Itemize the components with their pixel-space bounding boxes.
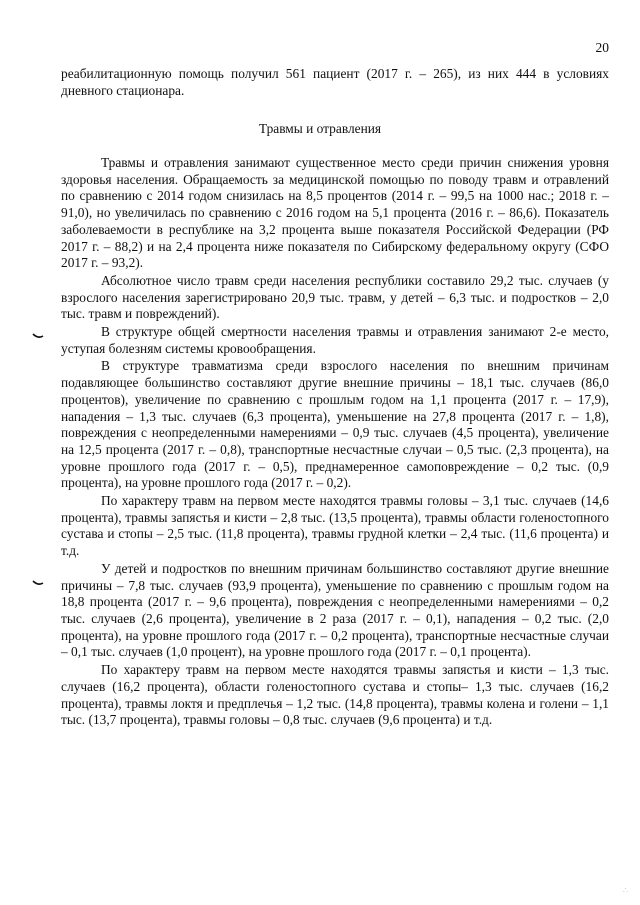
- paragraph-4: В структуре травматизма среди взрослого населения по внешним причинам подавляющее большинство составляют другие внешние причины – 18,1 тыс. случаев (86,0 процентов), увеличение по сравнению с прошлым годом на 1,1 процента (2017 г. – 17,9), нападения – 1,3 тыс. случаев (6,3 процента), уменьшение на 27,8 процента (2017 г. – 1,8), повреждения с неопределенными намерениями – 0,9 тыс. случаев (4,5 процента), увеличение на 12,5 процента (2017 г. – 0,8), транспортные несчастные случаи – 0,5 тыс. (2,3 процента), на уровне прошлого года (2017 г. – 0,5), преднамеренное самоповреждение – 0,2 тыс. (0,9 процента), на уровне прошлого года (2017 г. – 0,2).: [61, 358, 609, 491]
- paragraph-2: Абсолютное число травм среди населения республики составило 29,2 тыс. случаев (у взрослого населения зарегистрировано 20,9 тыс. травм, у детей – 6,3 тыс. и подростков – 2,0 тыс. травм и повреждений).: [61, 272, 609, 322]
- body-text: [61, 155, 609, 729]
- scan-artifact-icon: ∴: [622, 886, 628, 895]
- paragraph-6: У детей и подростков по внешним причинам большинство составляют другие внешние причины – 7,8 тыс. случаев (93,9 процента), уменьшение по сравнению с прошлым годом на 18,8 процента (2017 г. – 9,6 процента), повреждения с неопределенными намерениями – 0,2 тыс. случаев (2,6 процента), увеличение в 2 раза (2017 г. – 0,1), нападения – 0,2 тыс. (2,0 процента), на уровне прошлого года (2017 г. – 0,2 процента), транспортные несчастные случаи – 0,1 тыс. случаев (1,0 процент), на уровне прошлого года (2017 г. – 0,1 процента).: [61, 560, 609, 660]
- intro-paragraph-block: [61, 66, 609, 99]
- margin-tick-mark-icon: [32, 580, 44, 586]
- paragraph-5: По характеру травм на первом месте находятся травмы головы – 3,1 тыс. случаев (14,6 процента), травмы запястья и кисти – 2,8 тыс. (13,5 процента), травмы области голеностопного сустава и стопы – 2,5 тыс. (11,8 процента), травмы грудной клетки – 2,4 тыс. (11,6 процента) и т.д.: [61, 493, 609, 559]
- paragraph-7: По характеру травм на первом месте находятся травмы запястья и кисти – 1,3 тыс. случаев (16,2 процента), области голеностопного сустава и стопы– 1,3 тыс. случаев (16,2 процента), травмы локтя и предплечья – 1,2 тыс. (14,8 процента), травмы колена и голени – 1,1 тыс. (13,7 процента), травмы головы – 0,8 тыс. случаев (9,6 процента) и т.д.: [61, 662, 609, 728]
- paragraph-1: Травмы и отравления занимают существенное место среди причин снижения уровня здоровья населения. Обращаемость за медицинской помощью по поводу травм и отравлений по сравнению с 2014 годом снизилась на 8,5 процентов (2014 г. – 99,5 на 1000 нас.; 2018 г. – 91,0), но увеличилась по сравнению с 2016 годом на 5,1 процента (2016 г. – 86,6). Показатель заболеваемости в республике на 3,2 процента выше показателя Российской Федерации (РФ 2017 г. – 88,2) и на 2,4 процента ниже показателя по Сибирскому федеральному округу (СФО 2017 г. – 93,2).: [61, 155, 609, 271]
- section-title: Травмы и отравления: [258, 121, 382, 136]
- margin-tick-mark-icon: [32, 333, 44, 339]
- intro-paragraph: реабилитационную помощь получил 561 пациент (2017 г. – 265), из них 444 в условиях дневного стационара.: [61, 66, 609, 98]
- page-number: 20: [595, 40, 609, 55]
- paragraph-3: В структуре общей смертности населения травмы и отравления занимают 2-е место, уступая болезням системы кровообращения.: [61, 324, 609, 356]
